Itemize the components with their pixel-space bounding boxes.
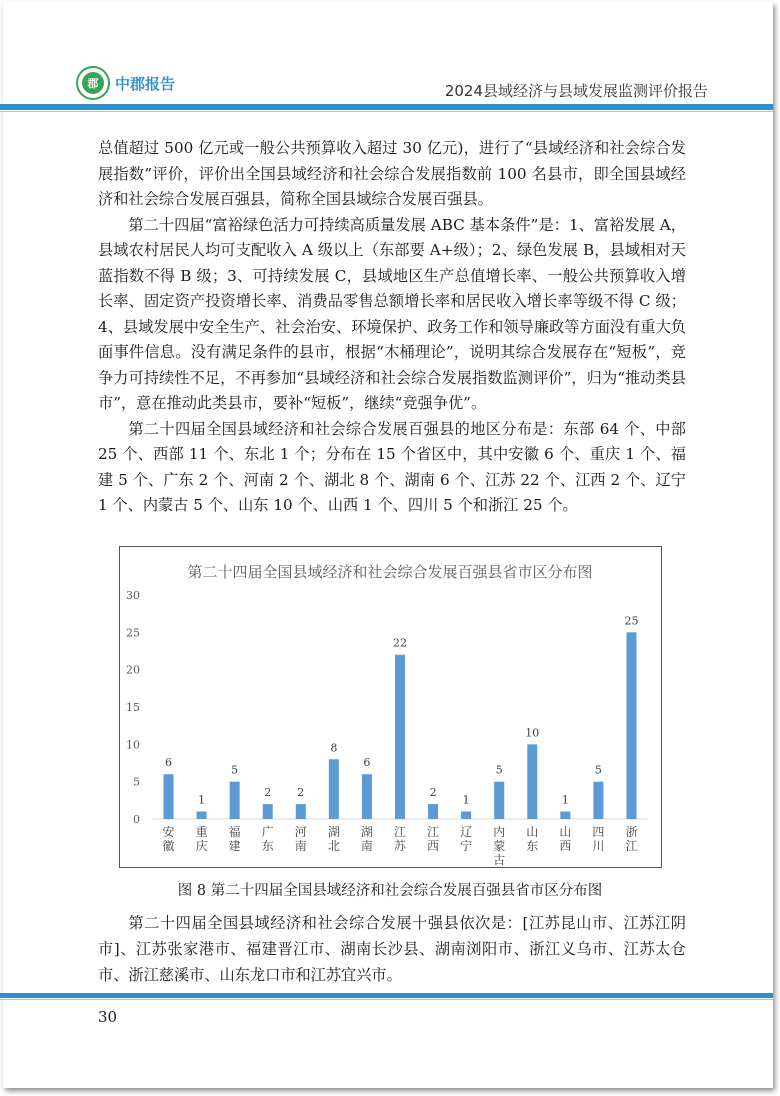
data-label: 1 (198, 793, 206, 807)
bar (263, 804, 273, 819)
data-label: 5 (495, 763, 503, 777)
paragraph: 第二十四届全国县域经济和社会综合发展十强县依次是：[江苏昆山市、江苏江阴市]、江苏张家港市、福建晋江市、湖南长沙县、湖南浏阳市、浙江义乌市、江苏太仓市、浙江慈溪市、山东龙口市和江苏宜兴市。 (98, 914, 686, 984)
data-label: 6 (363, 756, 371, 770)
bar (197, 812, 207, 819)
body-text-continued (98, 910, 686, 988)
data-label: 2 (429, 786, 437, 800)
bar (296, 804, 306, 819)
header-divider-thin (0, 111, 773, 112)
x-tick-label: 四川 (592, 825, 605, 853)
footer-divider-thin (0, 999, 773, 1000)
data-label: 1 (462, 793, 470, 807)
bar (362, 774, 372, 819)
paragraph: 总值超过 500 亿元或一般公共预算收入超过 30 亿元)，进行了“县域经济和社会综合发展指数”评价，评价出全国县域经济和社会综合发展指数前 100 名县市，即全国县域经济和社会综合发展百强县，简称全国县域综合发展百强县。 (98, 139, 686, 208)
bar (395, 655, 405, 819)
bar (560, 812, 570, 819)
chart-title: 第二十四届全国县域经济和社会综合发展百强县省市区分布图 (187, 563, 593, 581)
y-tick-label: 10 (126, 738, 140, 752)
paragraph: 第二十四届全国县域经济和社会综合发展百强县的地区分布是：东部 64 个、中部 25 个、西部 11 个、东北 1 个；分布在 15 个省区中，其中安徽 6 个、重庆 1 个、福建 5 个、广东 2 个、河南 2 个、湖北 8 个、湖南 6 个、江苏 22 个、江西 2 个、辽宁 1 个、内蒙古 5 个、山东 10 个、山西 1 个、四川 5 个和浙江 25 个。 (98, 419, 686, 514)
y-tick-label: 15 (126, 701, 140, 714)
x-tick-label: 江西 (427, 825, 440, 853)
x-tick-label: 福建 (228, 825, 241, 853)
x-tick-label: 浙江 (625, 825, 638, 853)
y-tick-label: 5 (133, 775, 140, 789)
report-title: 2024县域经济与县域发展监测评价报告 (444, 82, 708, 100)
x-tick-label: 安徽 (162, 825, 175, 853)
data-label: 22 (393, 636, 407, 650)
data-label: 6 (165, 756, 173, 770)
data-label: 5 (231, 763, 239, 777)
bar (527, 744, 537, 819)
x-tick-label: 重庆 (195, 825, 208, 853)
bar (164, 774, 174, 819)
header-divider (0, 104, 773, 110)
x-tick-label: 湖南 (360, 825, 373, 853)
logo-glyph: 郡 (82, 72, 104, 94)
y-tick-label: 20 (126, 663, 140, 677)
data-label: 2 (264, 786, 272, 800)
page-number: 30 (98, 1008, 118, 1026)
chart-canvas (120, 547, 661, 867)
x-tick-label: 河南 (294, 825, 307, 853)
data-label: 1 (561, 793, 569, 807)
x-tick-label: 山西 (559, 825, 572, 853)
bar-chart (119, 546, 662, 868)
bar (428, 804, 438, 819)
data-label: 25 (624, 614, 639, 628)
data-label: 8 (330, 741, 338, 755)
data-label: 2 (297, 786, 305, 800)
bar (461, 812, 471, 819)
body-text (98, 136, 686, 519)
bar (230, 782, 240, 819)
logo-emblem-icon (76, 66, 110, 100)
y-tick-label: 25 (126, 626, 140, 640)
y-tick-label: 30 (126, 589, 140, 602)
bar (593, 782, 603, 819)
bar (494, 782, 504, 819)
brand-logo (76, 66, 175, 100)
data-label: 10 (525, 726, 540, 740)
x-tick-label: 湖北 (327, 825, 340, 853)
bar (626, 632, 636, 819)
x-tick-label: 山东 (526, 825, 539, 853)
data-label: 5 (594, 763, 602, 777)
x-tick-label: 内蒙古 (493, 825, 506, 867)
logo-text: 中郡报告 (115, 74, 176, 93)
y-tick-label: 0 (133, 813, 140, 826)
paragraph: 第二十四届“富裕绿色活力可持续高质量发展 ABC 基本条件”是：1、富裕发展 A，县域农村居民人均可支配收入 A 级以上（东部要 A+级）；2、绿色发展 B，县域相对天蓝指数不得 B 级；3、可持续发展 C，县域地区生产总值增长率、一般公共预算收入增长率、固定资产投资增长率、消费品零售总额增长率和居民收入增长率等级不得 C 级；4、县域发展中安全生产、社会治安、环境保护、政务工作和领导廉政等方面没有重大负面事件信息。没有满足条件的县市，根据“木桶理论”，说明其综合发展存在“短板”，竞争力可持续性不足，不再参加“县域经济和社会综合发展指数监测评价”，归为“推动类县市”，意在推动此类县市，要补“短板”，继续“竞强争优”。 (98, 215, 686, 412)
bar (329, 759, 339, 819)
x-tick-label: 广东 (261, 825, 274, 853)
footer-divider (0, 993, 773, 998)
x-tick-label: 江苏 (393, 825, 407, 853)
x-tick-label: 辽宁 (460, 825, 473, 853)
figure-caption: 图 8 第二十四届全国县域经济和社会综合发展百强县省市区分布图 (177, 883, 603, 899)
